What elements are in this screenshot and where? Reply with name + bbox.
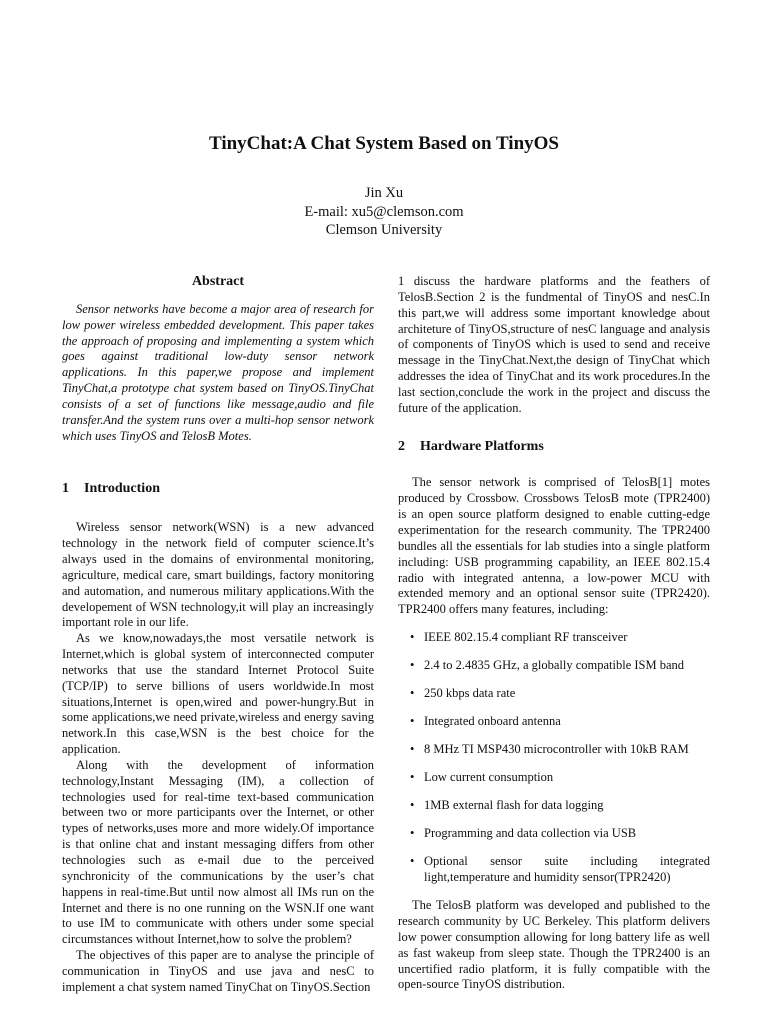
bullet-icon: • xyxy=(410,686,415,701)
hardware-closing: The TelosB platform was developed and published to the research community by UC Berkeley. This platform delivers low power consumption allowing for long battery life as well as fast wakeup from sleep state. Though the TPR2400 is an uncertified radio platform, it is fully compatible with the open-source TinyOS distribution. xyxy=(398,898,710,992)
section-title: Introduction xyxy=(84,481,160,497)
bullet-icon: • xyxy=(410,826,415,841)
left-column xyxy=(62,274,374,996)
list-item: • 250 kbps data rate xyxy=(410,686,516,701)
author-name: Jin Xu xyxy=(364,185,404,201)
abstract-text: Sensor networks have become a major area of research for low power wireless embedded development. This paper takes the approach of proposing and implementing a system which goes against traditional low-duty sensor network applications. In this paper,we propose and implement TinyChat,a prototype chat system based on TinyOS.TinyChat consists of a set of functions like message,audio and file transfer.And the system runs over a multi-hop sensor network which uses TinyOS and TelosB Motes. xyxy=(62,301,374,443)
author-affiliation: Clemson University xyxy=(325,222,443,238)
intro-paragraph: Wireless sensor network(WSN) is a new advanced technology in the network field of computer science.It’s always used in the domains of environmental monitoring, agriculture, medical care, smart buildings, factory monitoring and automation, and numerous military applications.With the developement of WSN technology,it will play an increasingly important role in our life. xyxy=(62,520,374,630)
list-item: • Low current consumption xyxy=(410,770,554,785)
list-item: • 2.4 to 2.4835 GHz, a globally compatible ISM band xyxy=(410,658,685,673)
paper-title: TinyChat:A Chat System Based on TinyOS xyxy=(208,133,559,154)
section-number: 1 xyxy=(62,481,69,497)
section-title: Hardware Platforms xyxy=(420,438,544,454)
intro-paragraph: As we know,nowadays,the most versatile network is Internet,which is global system of interconnected computer networks that use the standard Internet Protocol Suite (TCP/IP) to serve billions of users worldwide.In most situations,Internet is open,wired and power-hungry.But in some applications,we need private,wireless and energy saving network.In this case,WSN is the best choice for the application. xyxy=(62,631,374,757)
intro-paragraph: Along with the development of information technology,Instant Messaging (IM), a collection of technologies used for real-time text-based communication between two or more participants over the Internet, or other types of networks,uses more and more widely.Of importance is that online chat and instant messaging differs from other technologies such as e-mail due to the perceived synchronicity of the communications by the user’s chat happens in real-time.But until now almost all IMs run on the Internet and there is no one running on the WSN.If one want to use IM to communicate with others under some special circumstances without Internet,how to solve the problem? xyxy=(62,757,374,947)
intro-continuation: 1 discuss the hardware platforms and the feathers of TelosB.Section 2 is the fundmental of TinyOS and nesC.In this part,we will address some important knowledge about architeture of TinyOS,structure of nesC language and analysis of components of TinyOS which is used to send and receive message in the TinyChat.Next,the design of TinyChat which addresses the idea of TinyChat and its work procedures.In the last section,conclude the work in the project and discuss the future of the application. xyxy=(398,274,710,415)
list-item: • 8 MHz TI MSP430 microcontroller with 10kB RAM xyxy=(410,742,689,757)
bullet-icon: • xyxy=(410,854,415,869)
bullet-icon: • xyxy=(410,714,415,729)
bullet-icon: • xyxy=(410,742,415,757)
abstract-heading: Abstract xyxy=(191,274,245,289)
hardware-intro: The sensor network is comprised of TelosB[1] motes produced by Crossbow. Crossbows TelosB mote (TPR2400) is an open source platform designed to enable cutting-edge experimentation for the research community. The TPR2400 bundles all the essentials for lab studies into a single platform including: USB programming capability, an IEEE 802.15.4 radio with integrated antenna, a low-power MCU with extended memory and an optional sensor suite (TPR2420). TPR2400 offers many features, including: xyxy=(398,475,710,617)
list-item: • IEEE 802.15.4 compliant RF transceiver xyxy=(410,630,628,645)
bullet-icon: • xyxy=(410,658,415,673)
hardware-heading xyxy=(398,439,710,455)
list-item: • Optional sensor suite including integrated light,temperature and humidity sensor(TPR2420) xyxy=(410,854,710,885)
introduction-heading xyxy=(62,481,374,497)
section-number: 2 xyxy=(398,438,405,454)
list-item: • 1MB external flash for data logging xyxy=(410,798,604,813)
bullet-icon: • xyxy=(410,798,415,813)
intro-paragraph: The objectives of this paper are to analyse the principle of communication in TinyOS and use java and nesC to implement a chat system named TinyChat on TinyOS.Section xyxy=(62,948,374,994)
list-item: • Integrated onboard antenna xyxy=(410,714,561,729)
bullet-icon: • xyxy=(410,630,415,645)
right-column xyxy=(398,274,710,993)
list-item: • Programming and data collection via USB xyxy=(410,826,637,841)
author-email: E-mail: xu5@clemson.com xyxy=(304,203,464,220)
author-block xyxy=(0,184,768,240)
bullet-icon: • xyxy=(410,770,415,785)
feature-list xyxy=(398,630,710,886)
